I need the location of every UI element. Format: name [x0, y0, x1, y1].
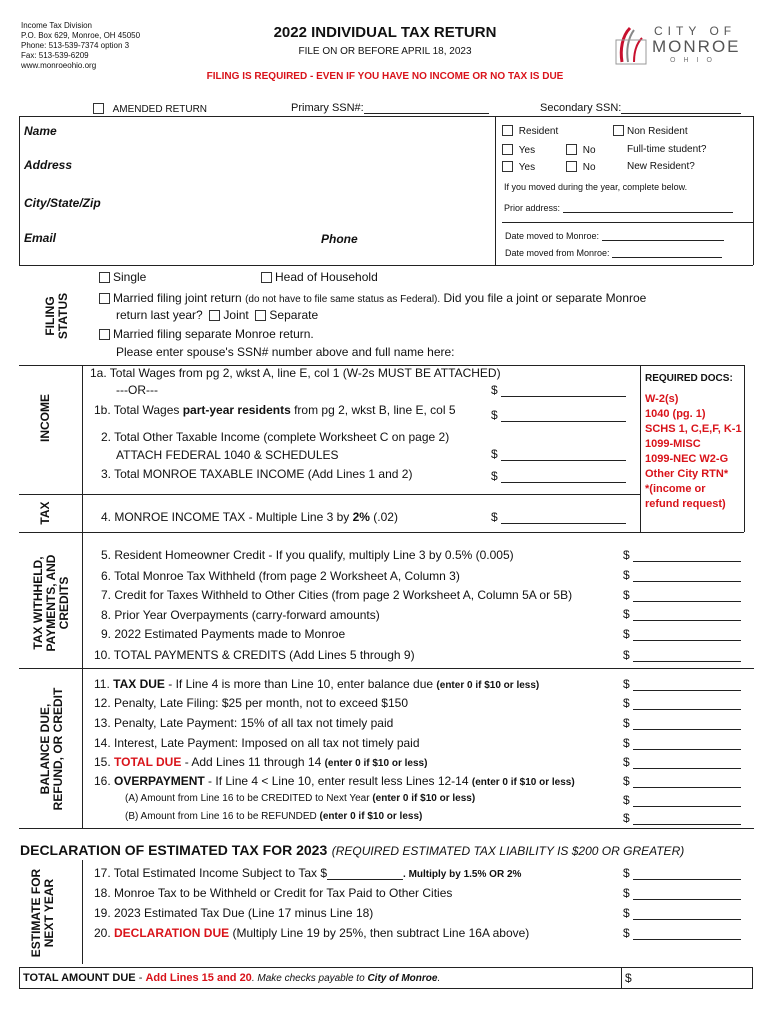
hoh-checkbox[interactable] — [261, 272, 272, 283]
divider — [19, 494, 641, 495]
line-5: 5. Resident Homeowner Credit - If you qualify, multiply Line 3 by 0.5% (0.005) — [101, 548, 514, 562]
logo-text-3: OHIO — [670, 57, 720, 64]
prior-address: Prior address: — [504, 200, 733, 213]
logo-text-2: MONROE — [652, 37, 741, 56]
new-resident-no-checkbox[interactable] — [566, 161, 577, 172]
primary-ssn-field[interactable] — [364, 101, 489, 114]
hoh-option[interactable]: Head of Household — [261, 270, 378, 284]
tax-label: TAX — [38, 501, 52, 525]
total-amount-due-field[interactable]: $ — [625, 971, 632, 985]
line-18: 18. Monroe Tax to be Withheld or Credit for Tax Paid to Other Cities — [94, 886, 453, 900]
line-10-amount[interactable]: $ — [623, 648, 741, 662]
line-8: 8. Prior Year Overpayments (carry-forward amounts) — [101, 608, 380, 622]
name-label: Name — [24, 124, 57, 138]
divider — [19, 265, 753, 266]
divider — [19, 532, 641, 533]
line-16a-amount[interactable]: $ — [623, 793, 741, 807]
required-doc-item: Other City RTN* — [645, 468, 729, 480]
balance-label: BALANCE DUE, REFUND, OR CREDIT — [38, 687, 65, 811]
form-subtitle: FILE ON OR BEFORE APRIL 18, 2023 — [298, 46, 472, 57]
line-7: 7. Credit for Taxes Withheld to Other Cities (from page 2 Worksheet A, Column 5A or 5B) — [101, 588, 573, 602]
mfs-note: Please enter spouse's SSN# number above and full name here: — [116, 345, 455, 359]
date-moved-from-field[interactable] — [612, 245, 722, 258]
filing-notice: FILING IS REQUIRED - EVEN IF YOU HAVE NO INCOME OR NO TAX IS DUE — [206, 71, 564, 82]
divider — [753, 116, 754, 265]
form-title: 2022 INDIVIDUAL TAX RETURN — [273, 24, 497, 41]
line-7-amount[interactable]: $ — [623, 588, 741, 602]
non-resident-option[interactable]: Non Resident — [613, 125, 688, 137]
required-docs — [645, 371, 742, 512]
divider — [495, 116, 496, 265]
line-4: 4. MONROE INCOME TAX - Multiple Line 3 by 2% (.02) — [101, 510, 398, 524]
agency-phone: Phone: 513-539-7374 option 3 — [21, 41, 130, 50]
line-6: 6. Total Monroe Tax Withheld (from page 2 Worksheet A, Column 3) — [101, 569, 460, 583]
line-14-amount[interactable]: $ — [623, 736, 741, 750]
line-9-amount[interactable]: $ — [623, 627, 741, 641]
line-1b: 1b. Total Wages part-year residents from pg 2, wkst B, line E, col 5 — [94, 403, 456, 417]
withheld-label: TAX WITHHELD, PAYMENTS, AND CREDITS — [31, 554, 71, 652]
divider — [19, 116, 753, 117]
primary-ssn: Primary SSN#: — [291, 101, 489, 114]
line-16a: (A) Amount from Line 16 to be CREDITED to Next Year (enter 0 if $10 or less) — [125, 793, 476, 804]
date-moved-to-field[interactable] — [602, 228, 724, 241]
line-12: 12. Penalty, Late Filing: $25 per month, not to exceed $150 — [94, 696, 408, 710]
or-separator: ---OR--- — [116, 383, 158, 397]
agency-name: Income Tax Division — [21, 21, 92, 30]
logo-text-1: CITY OF — [654, 24, 737, 38]
line-5-amount[interactable]: $ — [623, 548, 741, 562]
divider — [82, 365, 83, 494]
line-19: 19. 2023 Estimated Tax Due (Line 17 minus Line 18) — [94, 906, 374, 920]
line-13-amount[interactable]: $ — [623, 716, 741, 730]
line-15-amount[interactable]: $ — [623, 755, 741, 769]
new-resident-yes[interactable]: Yes — [502, 161, 535, 173]
divider — [19, 116, 20, 265]
required-docs-title: REQUIRED DOCS: — [645, 373, 733, 384]
city-logo — [612, 22, 752, 68]
line-13: 13. Penalty, Late Payment: 15% of all tax not timely paid — [94, 716, 394, 730]
agency-address: P.O. Box 629, Monroe, OH 45050 — [21, 31, 141, 40]
divider — [19, 828, 754, 829]
line-16: 16. OVERPAYMENT - If Line 4 < Line 10, enter result less Lines 12-14 (enter 0 if $10 or less) — [94, 774, 575, 788]
mfs-checkbox[interactable] — [99, 329, 110, 340]
new-resident-yes-checkbox[interactable] — [502, 161, 513, 172]
line-20-amount[interactable]: $ — [623, 926, 741, 940]
required-doc-item: 1099-NEC W2-G — [645, 453, 729, 465]
joint-checkbox[interactable] — [209, 310, 220, 321]
required-doc-item: SCHS 1, C,E,F, K-1 — [645, 423, 742, 435]
line-16b-amount[interactable]: $ — [623, 811, 741, 825]
divider — [82, 532, 83, 668]
required-doc-item: 1040 (pg. 1) — [645, 408, 706, 420]
divider — [744, 365, 745, 532]
line-1a-amount[interactable]: $ — [491, 383, 626, 397]
new-resident-no[interactable]: No — [566, 161, 596, 173]
required-doc-item: refund request) — [645, 498, 726, 510]
non-resident-checkbox[interactable] — [613, 125, 624, 136]
line-18-amount[interactable]: $ — [623, 886, 741, 900]
total-amount-due-box — [19, 967, 753, 989]
line-20: 20. DECLARATION DUE (Multiply Line 19 by 25%, then subtract Line 16A above) — [94, 926, 530, 940]
divider — [82, 860, 83, 964]
line-1a: 1a. Total Wages from pg 2, wkst A, line E, col 1 (W-2s MUST BE ATTACHED) — [90, 366, 501, 380]
student-yes[interactable]: Yes — [502, 144, 535, 156]
required-doc-item: *(income or — [645, 483, 706, 495]
student-no[interactable]: No — [566, 144, 596, 156]
resident-option[interactable]: Resident — [502, 125, 558, 137]
agency-block — [21, 21, 140, 71]
line-4-amount[interactable]: $ — [491, 510, 626, 524]
line-3: 3. Total MONROE TAXABLE INCOME (Add Lines 1 and 2) — [101, 467, 413, 481]
line-2-attach: ATTACH FEDERAL 1040 & SCHEDULES — [116, 448, 339, 462]
line-19-amount[interactable]: $ — [623, 906, 741, 920]
secondary-ssn: Secondary SSN: — [540, 101, 741, 114]
address-label: Address — [24, 158, 73, 172]
date-moved-from: Date moved from Monroe: — [505, 245, 722, 258]
divider — [82, 494, 83, 532]
line-9: 9. 2022 Estimated Payments made to Monroe — [101, 627, 346, 641]
divider — [621, 967, 622, 989]
declaration-heading: DECLARATION OF ESTIMATED TAX FOR 2023 (REQUIRED ESTIMATED TAX LIABILITY IS $200 OR GREATER) — [20, 842, 685, 858]
required-doc-item: 1099-MISC — [645, 438, 701, 450]
total-amount-due-label: TOTAL AMOUNT DUE - Add Lines 15 and 20. Make checks payable to City of Monroe. — [23, 972, 441, 984]
logo-mark-icon — [612, 22, 648, 66]
prior-address-field[interactable] — [563, 200, 733, 213]
mfj-option[interactable]: Married filing joint return (do not have to file same status as Federal). Did you file a joint or separate Monroe — [99, 291, 646, 305]
secondary-ssn-field[interactable] — [621, 101, 741, 114]
required-doc-item: W-2(s) — [645, 393, 679, 405]
mfs-option[interactable]: Married filing separate Monroe return. — [99, 327, 314, 341]
divider — [502, 222, 753, 223]
phone-label: Phone — [321, 232, 358, 246]
line-1b-amount[interactable]: $ — [491, 408, 626, 422]
single-option[interactable]: Single — [99, 270, 146, 284]
single-checkbox[interactable] — [99, 272, 110, 283]
student-question: Full-time student? — [627, 144, 707, 155]
line-17-income-field[interactable] — [327, 867, 403, 880]
line-15: 15. TOTAL DUE - Add Lines 11 through 14 (enter 0 if $10 or less) — [94, 755, 428, 769]
agency-web: www.monroeohio.org — [21, 61, 97, 70]
divider — [640, 365, 744, 366]
amended-return[interactable]: AMENDED RETURN — [93, 103, 207, 115]
line-17-amount[interactable]: $ — [623, 866, 741, 880]
student-yes-checkbox[interactable] — [502, 144, 513, 155]
line-6-amount[interactable]: $ — [623, 568, 741, 582]
moved-note: If you moved during the year, complete below. — [504, 182, 688, 192]
new-resident-question: New Resident? — [627, 161, 695, 172]
line-12-amount[interactable]: $ — [623, 696, 741, 710]
line-8-amount[interactable]: $ — [623, 607, 741, 621]
resident-checkbox[interactable] — [502, 125, 513, 136]
line-14: 14. Interest, Late Payment: Imposed on all tax not timely paid — [94, 736, 420, 750]
agency-fax: Fax: 513-539-6209 — [21, 51, 89, 60]
line-16-amount[interactable]: $ — [623, 774, 741, 788]
last-year-question: return last year? Joint Separate — [116, 308, 319, 322]
estimate-label: ESTIMATE FOR NEXT YEAR — [29, 868, 56, 958]
filing-status-label: FILING STATUS — [43, 292, 70, 340]
student-no-checkbox[interactable] — [566, 144, 577, 155]
divider — [19, 668, 754, 669]
line-11-amount[interactable]: $ — [623, 677, 741, 691]
divider — [82, 668, 83, 828]
line-3-amount[interactable]: $ — [491, 469, 626, 483]
separate-checkbox[interactable] — [255, 310, 266, 321]
line-17: 17. Total Estimated Income Subject to Tax $ . Multiply by 1.5% OR 2% — [94, 866, 522, 880]
city-label: City/State/Zip — [24, 196, 101, 210]
email-label: Email — [24, 231, 57, 245]
divider — [640, 365, 641, 532]
line-2: 2. Total Other Taxable Income (complete Worksheet C on page 2) — [101, 430, 450, 444]
line-2-amount[interactable]: $ — [491, 447, 626, 461]
line-16b: (B) Amount from Line 16 to be REFUNDED (enter 0 if $10 or less) — [125, 811, 423, 822]
amended-checkbox[interactable] — [93, 103, 104, 114]
divider — [640, 532, 744, 533]
mfj-checkbox[interactable] — [99, 293, 110, 304]
date-moved-to: Date moved to Monroe: — [505, 228, 724, 241]
line-11: 11. TAX DUE - If Line 4 is more than Line 10, enter balance due (enter 0 if $10 or less) — [94, 677, 540, 691]
income-label: INCOME — [38, 394, 52, 442]
line-10: 10. TOTAL PAYMENTS & CREDITS (Add Lines 5 through 9) — [94, 648, 415, 662]
